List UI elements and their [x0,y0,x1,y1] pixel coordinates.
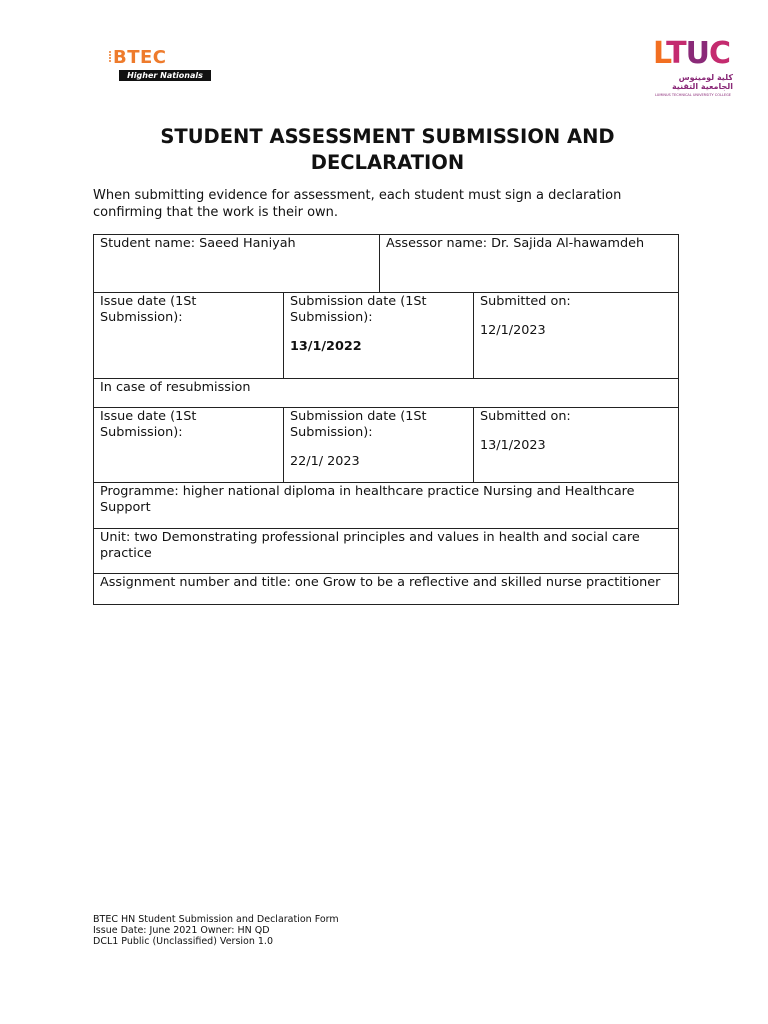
table-row [94,483,679,529]
page-footer [93,914,339,947]
table-row [94,408,679,483]
btec-logo-tagline: Higher Nationals [119,70,211,81]
footer-line: DCL1 Public (Unclassified) Version 1.0 [93,936,273,947]
intro-paragraph: When submitting evidence for assessment, each student must sign a declaration confirming that the work is their own. [93,188,622,220]
student-name-cell: Student name: Saeed Haniyah [94,235,380,293]
assessor-name-cell: Assessor name: Dr. Sajida Al-hawamdeh [380,235,679,293]
submission-date-cell: Submission date (1St Submission): 13/1/2022 [284,293,474,379]
submitted-on-cell: Submitted on: 12/1/2023 [474,293,679,379]
resub-submitted-on-value: 13/1/2023 [480,438,546,453]
document-title: STUDENT ASSESSMENT SUBMISSION AND DECLARATION [160,125,615,174]
footer-line: BTEC HN Student Submission and Declaration Form [93,914,339,925]
btec-logo [107,47,207,85]
table-row [94,235,679,293]
ltuc-logo-english: LUMINUS TECHNICAL UNIVERSITY COLLEGE [654,93,731,97]
footer-line: Issue Date: June 2021 Owner: HN QD [93,925,270,936]
resubmission-label-cell: In case of resubmission [94,379,679,408]
table-row [94,529,679,574]
programme-cell: Programme: higher national diploma in healthcare practice Nursing and Healthcare Support [94,483,679,529]
ltuc-logo [651,36,733,100]
submission-form-table [93,234,679,605]
resub-submission-date-cell: Submission date (1St Submission): 22/1/ 2023 [284,408,474,483]
table-row [94,379,679,408]
unit-cell: Unit: two Demonstrating professional principles and values in health and social care practice [94,529,679,574]
ltuc-logo-arabic: كلية لومينوس الجامعية التقنية [671,73,733,91]
btec-logo-word: BTEC [113,47,167,68]
submitted-on-value: 12/1/2023 [480,323,546,338]
resub-submission-date-value: 22/1/ 2023 [290,454,360,469]
table-row [94,574,679,605]
submission-date-value: 13/1/2022 [290,339,362,354]
issue-date-cell: Issue date (1St Submission): [94,293,284,379]
assignment-cell: Assignment number and title: one Grow to be a reflective and skilled nurse practitioner [94,574,679,605]
ltuc-logo-word: LTUC [653,36,731,71]
resub-submitted-on-cell: Submitted on: 13/1/2023 [474,408,679,483]
table-row [94,293,679,379]
resub-issue-date-cell: Issue date (1St Submission): [94,408,284,483]
